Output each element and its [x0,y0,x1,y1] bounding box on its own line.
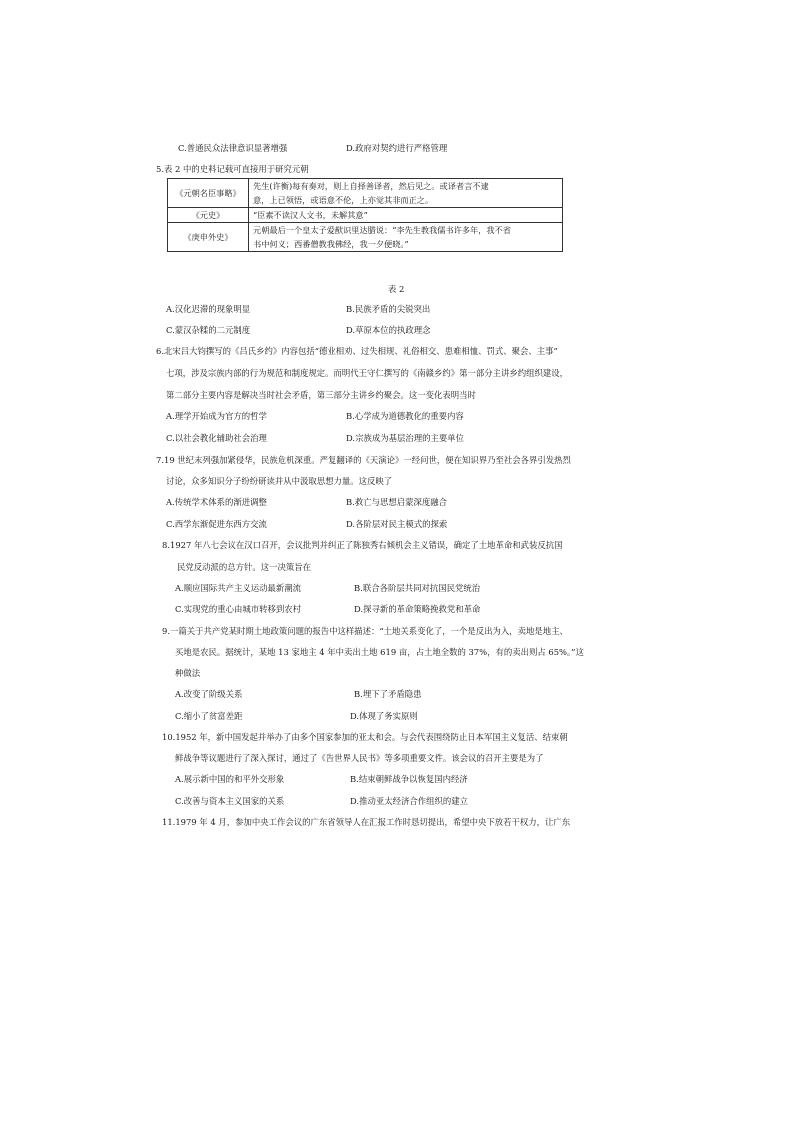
q8-option-a: A.顺应国际共产主义运动最新潮流 [175,583,301,593]
q10-option-d: D.推动亚太经济合作组织的建立 [350,796,468,806]
table-text-line: 意，上已领悟，或语意不伦，上亦觉其非而正之。 [253,195,434,205]
q5-option-d: D.草原本位的执政理念 [346,325,431,335]
q7-stem-line: 7.19 世纪末列强加紧侵华，民族危机深重。严复翻译的《天演论》一经问世，便在知识界乃至社会各界引发热烈 [156,455,571,465]
q10-option-b: B.结束朝鲜战争以恢复国内经济 [350,774,468,784]
q8-stem-line: 8.1927 年八七会议在汉口召开，会议批判并纠正了陈独秀右倾机会主义错误，确定了土地革命和武装反抗国 [162,540,563,550]
table-text-line: 元朝最后一个皇太子爱猷识里达腊说：“李先生教我儒书许多年，我不省 [253,225,511,235]
table-text-cell [249,208,563,223]
q8-option-b: B.联合各阶层共同对抗国民党统治 [354,583,481,593]
q10-option-c: C.改善与资本主义国家的关系 [175,796,285,806]
q5-option-c: C.蒙汉杂糅的二元制度 [166,325,251,335]
table-text-cell [249,179,563,208]
q10-stem-line: 10.1952 年，新中国发起并举办了由多个国家参加的亚太和会。与会代表围绕防止日本军国主义复活、结束朝 [162,732,568,742]
q9-stem-line: 买地是农民。据统计，某地 13 家地主 4 年中卖出土地 619 亩，占土地全数的 37%，有的卖出则占 65%。”这 [175,647,584,657]
q10-stem-line: 鲜战争等议题进行了深入探讨，通过了《告世界人民书》等多项重要文件。该会议的召开主要是为了 [175,753,544,763]
q9-option-d: D.体现了务实原则 [350,711,418,721]
q6-option-a: A.理学开始成为官方的哲学 [166,411,267,421]
q11-stem-line: 11.1979 年 4 月，参加中央工作会议的广东省领导人在汇报工作时恳切提出，希望中央下放若干权力，让广东 [162,817,571,827]
table-row [168,179,563,208]
table-text-cell [249,223,563,252]
table-text-line: 先生(许衡)每有奏对，则上自择善译者，然后见之。或译者言不逮 [253,181,489,191]
table-text-line: 书中何义；西番僧教我佛经，我一夕便晓。” [253,239,409,249]
q5-option-b: B.民族矛盾的尖锐突出 [346,304,431,314]
q7-stem-line: 讨论，众多知识分子纷纷研读并从中汲取思想力量。这反映了 [166,476,393,486]
q5-stem: 5.表 2 中的史料记载可直接用于研究元朝 [156,164,309,174]
q9-stem-line: 种做法 [175,668,201,678]
q7-option-d: D.各阶层对民主模式的探索 [346,519,448,529]
q6-option-d: D.宗族成为基层治理的主要单位 [346,433,464,443]
table-source-cell: 《庚申外史》 [168,223,249,252]
q6-option-b: B.心学成为道德教化的重要内容 [346,411,464,421]
q5-option-a: A.汉化迟滞的现象明显 [166,304,251,314]
q8-stem-line: 民党反动派的总方针。这一决策旨在 [177,562,311,572]
q4-option-d: D.政府对契约进行严格管理 [346,143,448,153]
q9-option-a: A.改变了阶级关系 [175,689,243,699]
q8-option-c: C.实现党的重心由城市转移到农村 [175,604,302,614]
table-row [168,208,563,223]
q10-option-a: A.展示新中国的和平外交形象 [175,774,285,784]
q6-stem-line: 第二部分主要内容是解决当时社会矛盾，第三部分主讲乡约聚会。这一变化表明当时 [166,390,476,400]
q7-option-c: C.西学东渐促进东西方交流 [166,519,267,529]
table-row [168,223,563,252]
table-source-cell: 《元史》 [168,208,249,223]
q8-option-d: D.探寻新的革命策略挽救党和革命 [354,604,481,614]
source-table [167,178,563,252]
q9-stem-line: 9.一篇关于共产党某时期土地政策问题的报告中这样描述：“土地关系变化了，一个是反出为入，卖地是地主、 [162,626,568,636]
q7-option-b: B.救亡与思想启蒙深度融合 [346,497,447,507]
q7-option-a: A.传统学术体系的渐进调整 [166,497,267,507]
q6-option-c: C.以社会教化辅助社会治理 [166,433,267,443]
table-text-line: “臣素不读汉人文书，未解其意” [253,210,368,220]
table-caption: 表 2 [388,284,405,294]
q4-option-c: C.普通民众法律意识显著增强 [178,143,288,153]
q9-option-c: C.缩小了贫富差距 [175,711,243,721]
q6-stem-line: 6.北宋吕大钧撰写的《吕氏乡约》内容包括“德业相劝、过失相规、礼俗相交、患难相恤、罚式、聚会、主事” [156,346,558,356]
table-source-cell: 《元朝名臣事略》 [168,179,249,208]
q6-stem-line: 七项，涉及宗族内部的行为规范和制度规定。而明代王守仁撰写的《南赣乡约》第一部分主讲乡约组织建设， [166,368,568,378]
q9-option-b: B.埋下了矛盾隐患 [354,689,422,699]
